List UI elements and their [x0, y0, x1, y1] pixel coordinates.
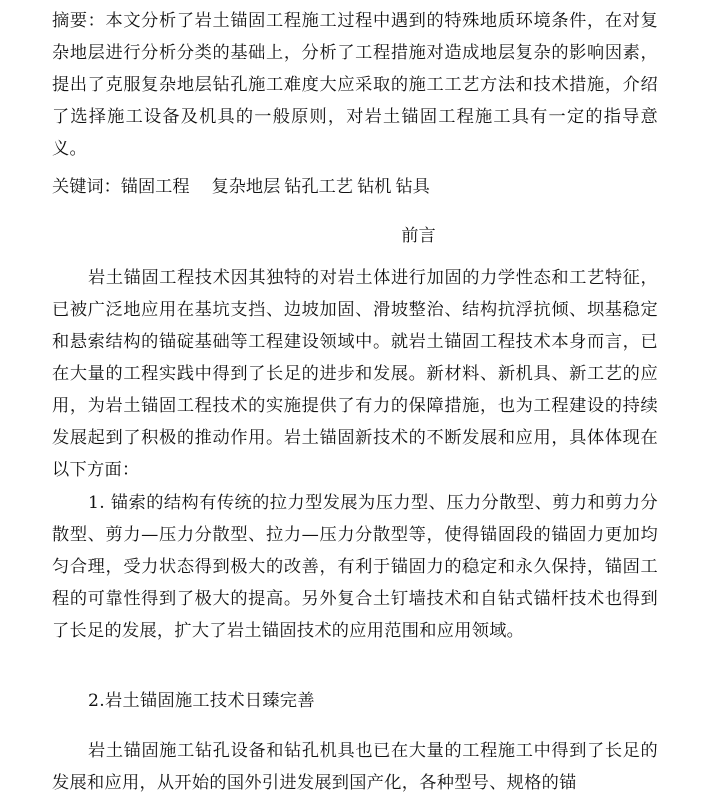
- keyword-item: 钻机: [357, 177, 392, 197]
- list-item-2-heading: 2.岩土锚固施工技术日臻完善: [88, 691, 315, 711]
- keyword-item: 复杂地层: [211, 177, 281, 197]
- keyword-item: 钻孔工艺: [284, 177, 354, 197]
- abstract-paragraph: 摘要：本文分析了岩土锚固工程施工过程中遇到的特殊地质环境条件，在对复杂地层进行分析分类的基础上，分析了工程措施对造成地层复杂的影响因素，提出了克服复杂地层钻孔施工难度大应采取的施工工艺方法和技术措施，介绍了选择施工设备及机具的一般原则，对岩土锚固工程施工具有一定的指导意义。: [52, 11, 658, 159]
- preface-paragraph: 岩土锚固工程技术因其独特的对岩土体进行加固的力学性态和工艺特征，已被广泛地应用在基坑支挡、边坡加固、滑坡整治、结构抗浮抗倾、坝基稳定和悬索结构的锚碇基础等工程建设领域中。就岩土锚固工程技术本身而言，已在大量的工程实践中得到了长足的进步和发展。新材料、新机具、新工艺的应用，为岩土锚固工程技术的实施提供了有力的保障措施，也为工程建设的持续发展起到了积极的推动作用。岩土锚固新技术的不断发展和应用，具体体现在以下方面：: [52, 268, 658, 480]
- body-paragraph: 岩土锚固施工钻孔设备和钻孔机具也已在大量的工程施工中得到了长足的发展和应用，从开始的国外引进发展到国产化，各种型号、规格的锚: [52, 741, 658, 793]
- section-heading-preface: 前言: [401, 226, 436, 246]
- keywords-line: [52, 171, 658, 203]
- keywords-label: 关键词：: [52, 177, 121, 197]
- list-item-1: 1. 锚索的结构有传统的拉力型发展为压力型、压力分散型、剪力和剪力分散型、剪力—压力分散型、拉力—压力分散型等，使得锚固段的锚固力更加均匀合理，受力状态得到极大的改善，有利于锚固力的稳定和永久保持，锚固工程的可靠性得到了极大的提高。另外复合土钉墙技术和自钻式锚杆技术也得到了长足的发展，扩大了岩土锚固技术的应用范围和应用领域。: [52, 493, 658, 641]
- keyword-item: 钻具: [395, 177, 430, 197]
- keyword-item: 锚固工程: [120, 177, 190, 197]
